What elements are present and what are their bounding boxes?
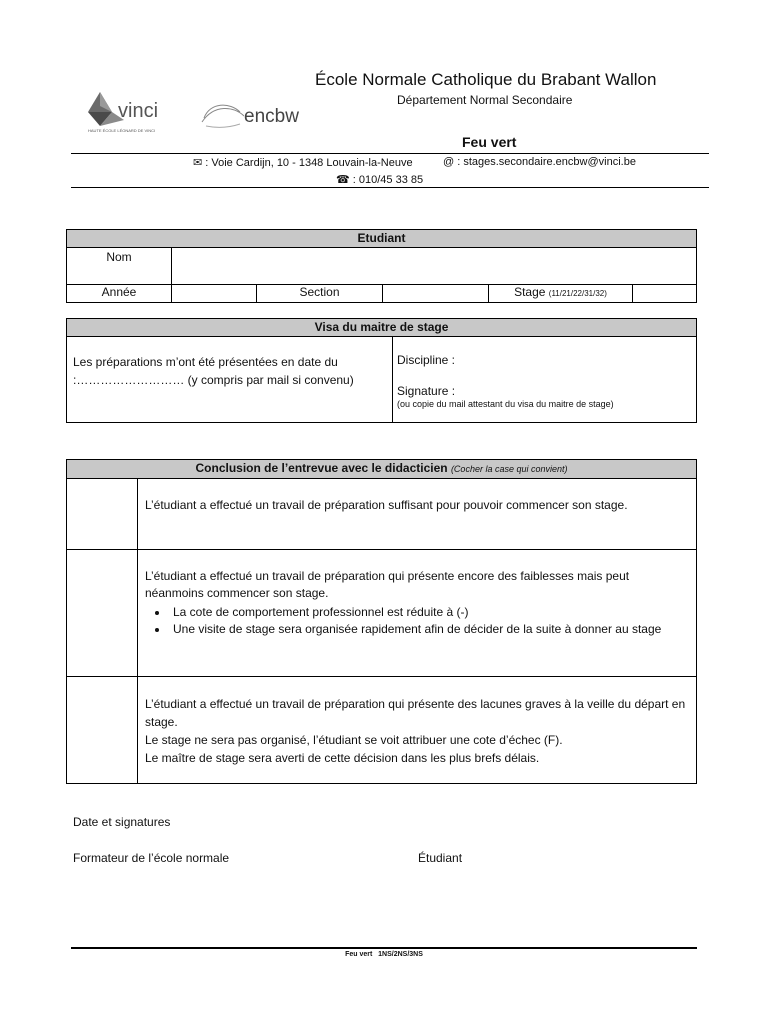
conclusion-header xyxy=(67,460,697,479)
option3-line-3: Le maître de stage sera averti de cette décision dans les plus brefs délais. xyxy=(145,751,540,765)
option2-cell xyxy=(138,550,697,677)
option1-checkbox[interactable] xyxy=(67,479,138,550)
etudiant-signature-label: Étudiant xyxy=(418,851,463,865)
annee-field[interactable] xyxy=(172,285,257,303)
stage-field[interactable] xyxy=(633,285,697,303)
at-icon: @ xyxy=(443,156,455,168)
option2-bullets xyxy=(145,604,688,638)
conclusion-hint: (Cocher la case qui convient) xyxy=(450,464,568,474)
discipline-label[interactable]: Discipline : xyxy=(397,353,456,367)
footer-rule xyxy=(71,947,697,949)
address-text: : Voie Cardijn, 10 - 1348 Louvain-la-Neuve xyxy=(205,157,413,169)
phone-line xyxy=(336,173,423,186)
option3-line-2: Le stage ne sera pas organisé, l’étudiant se voit attribuer une cote d’échec (F). xyxy=(145,733,563,747)
stage-hint: (11/21/22/31/32) xyxy=(548,289,607,298)
visa-table xyxy=(66,318,697,423)
annee-label: Année xyxy=(67,285,172,303)
vinci-logo xyxy=(86,90,176,143)
header-top-rule xyxy=(71,153,709,154)
conclusion-table xyxy=(66,459,697,784)
department-name: Département Normal Secondaire xyxy=(397,93,573,107)
etudiant-table xyxy=(66,229,697,303)
section-field[interactable] xyxy=(383,285,489,303)
form-title: Feu vert xyxy=(462,134,517,150)
envelope-icon: ✉ xyxy=(193,157,203,169)
visa-text: Les préparations m’ont été présentées en date du :……………………… (y compris par mail si convenu) xyxy=(67,337,393,423)
option2-checkbox[interactable] xyxy=(67,550,138,677)
option1-text: L’étudiant a effectué un travail de préparation suffisant pour pouvoir commencer son stage. xyxy=(138,479,697,550)
etudiant-header: Etudiant xyxy=(67,230,697,248)
visa-header: Visa du maitre de stage xyxy=(67,319,697,337)
address-line xyxy=(193,156,413,169)
formateur-label: Formateur de l’école normale xyxy=(73,851,230,865)
option2-intro: L’étudiant a effectué un travail de préparation qui présente encore des faiblesses mais peut néanmoins commencer son stage. xyxy=(145,569,630,600)
option2-bullet-1: • La cote de comportement professionnel est réduite à (-) xyxy=(169,604,688,621)
signature-label[interactable]: Signature : xyxy=(397,384,456,398)
signature-hint: (ou copie du mail attestant du visa du maitre de stage) xyxy=(397,399,614,409)
date-signatures-label: Date et signatures xyxy=(73,815,171,829)
school-name: École Normale Catholique du Brabant Wallon xyxy=(315,70,657,89)
email-line xyxy=(443,156,636,168)
section-label: Section xyxy=(257,285,383,303)
phone-text: : 010/45 33 85 xyxy=(352,174,424,186)
nom-field[interactable] xyxy=(172,248,697,285)
vinci-logo-subtitle: HAUTE ÉCOLE LÉONARD DE VINCI xyxy=(88,128,156,133)
stage-label: Stage xyxy=(514,285,546,299)
phone-icon: ☎ xyxy=(336,174,350,186)
vinci-logo-text: vinci xyxy=(118,100,159,122)
encbw-logo xyxy=(200,98,310,143)
option3-checkbox[interactable] xyxy=(67,677,138,784)
option3-line-1: L’étudiant a effectué un travail de préparation qui présente des lacunes graves à la veille du départ en stage. xyxy=(145,697,686,729)
footer-text: Feu vert 1NS/2NS/3NS xyxy=(345,951,423,958)
stage-label-cell xyxy=(489,285,633,303)
header-bottom-rule xyxy=(71,187,709,188)
visa-right-cell xyxy=(393,337,697,423)
option3-cell xyxy=(138,677,697,784)
email-text: : stages.secondaire.encbw@vinci.be xyxy=(457,156,636,168)
encbw-logo-text: encbw xyxy=(244,106,299,127)
nom-label: Nom xyxy=(67,248,172,285)
conclusion-title: Conclusion de l’entrevue avec le didacticien xyxy=(195,461,448,475)
option2-bullet-2: • Une visite de stage sera organisée rapidement afin de décider de la suite à donner au stage xyxy=(169,621,688,638)
